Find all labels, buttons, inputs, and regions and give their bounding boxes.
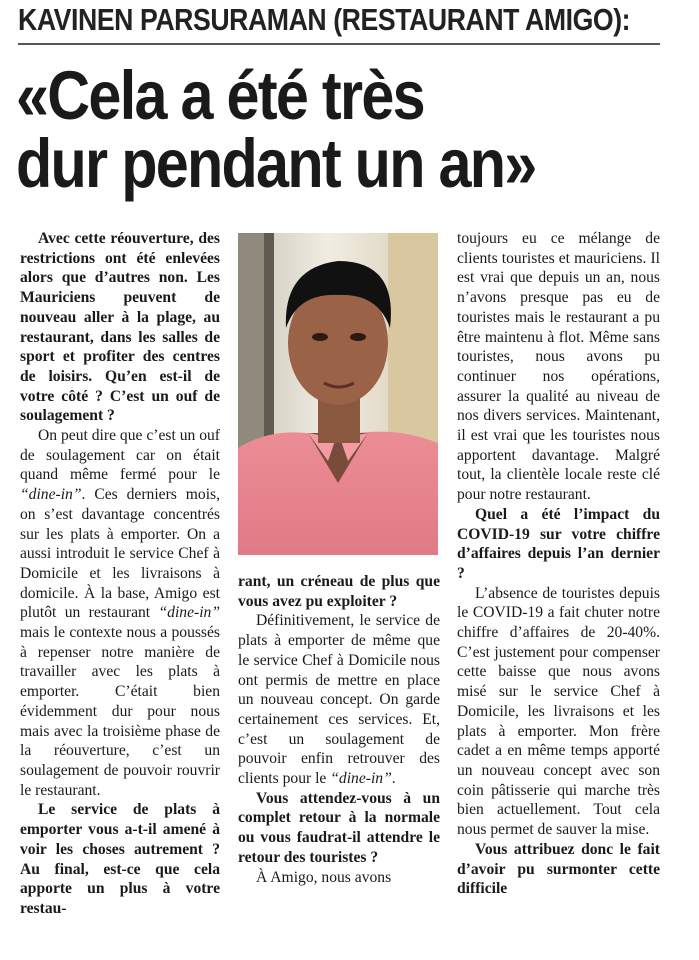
article-headline xyxy=(16,57,601,202)
question-2-start: Le service de plats à emporter vous a-t-il amené à voir les choses autrement ? Au final, est-ce que cela apporte un plus à votre restau- xyxy=(20,801,220,917)
portrait-photo xyxy=(238,233,438,555)
answer-4: L’absence de touristes depuis le COVID-19 a fait chuter notre chiffre d’affaires de 20-40%. C’est justement pour compenser cette baisse que nous avons misé sur le service Chef à Domicile, les livraisons et les plats à emporter. Mon frère cadet a en même temps apporté un nouveau concept avec son coin pâtisserie qui marche très bien actuellement. Tout cela nous permet de sauver la mise. xyxy=(457,584,660,839)
question-5-start: Vous attribuez donc le fait d’avoir pu surmonter cette difficile xyxy=(457,840,660,898)
answer-3-start: À Amigo, nous avons xyxy=(256,868,392,886)
headline-line-1: «Cela a été très xyxy=(16,57,424,134)
question-3: Vous attendez-vous à un complet retour à la normale ou vous faudrat-il attendre le retour des touristes ? xyxy=(238,789,440,866)
article-kicker: KAVINEN PARSURAMAN (RESTAURANT AMIGO): xyxy=(18,2,631,37)
article-column-3 xyxy=(457,229,660,899)
answer-3-end: toujours eu ce mélange de clients touristes et mauriciens. Il est vrai que depuis un an, nous n’avons presque pas eu de touristes mais le restaurant a pu être maintenu à flot. Même sans touristes, nous avons pu continuer nos opérations, assurer la qualité au niveau de nos divers services. Maintenant, il est vrai que les touristes nous apportent davantage. Malgré tout, la clientèle locale reste clé pour notre restaurant. xyxy=(457,230,660,504)
question-1: Avec cette réouverture, des restrictions ont été enlevées alors que d’autres non. Les Mauriciens peuvent de nouveau aller à la plage, au restaurant, dans les salles de sport et profiter des centres de loisirs. Qu’en est-il de votre côté ? C’est un ouf de soulagement ? xyxy=(20,230,220,425)
question-2-end: rant, un créneau de plus que vous avez pu exploiter ? xyxy=(238,573,440,610)
answer-1: On peut dire que c’est un ouf de soulagement car on était quand même fermé pour le “dine-in”. Ces derniers mois, on s’est davantage concentrés sur les plats à emporter. On a aussi introduit le service Chef à Domicile et les livraisons à domicile. À la base, Amigo est plutôt un restaurant “dine-in” mais le contexte nous a poussés à repenser notre manière de travailler avec les plats à emporter. C’était bien évidemment dur pour nous mais avec la troisième phase de la réouverture, c’est un soulagement de pouvoir rouvrir le restaurant. xyxy=(20,427,220,799)
headline-line-2: dur pendant un an» xyxy=(16,125,536,202)
answer-2: Définitivement, le service de plats à emporter de même que le service Chef à Domicile nous ont permis de mettre en place un nouveau concept. On garde certainement ces services. Et, c’est un soulagement de pouvoir enfin retrouver des clients pour le “dine-in”. xyxy=(238,612,440,788)
article-column-2 xyxy=(238,572,440,887)
article-column-1 xyxy=(20,229,220,919)
question-4: Quel a été l’impact du COVID-19 sur votre chiffre d’affaires depuis l’an dernier ? xyxy=(457,505,660,582)
kicker-rule xyxy=(18,43,660,45)
